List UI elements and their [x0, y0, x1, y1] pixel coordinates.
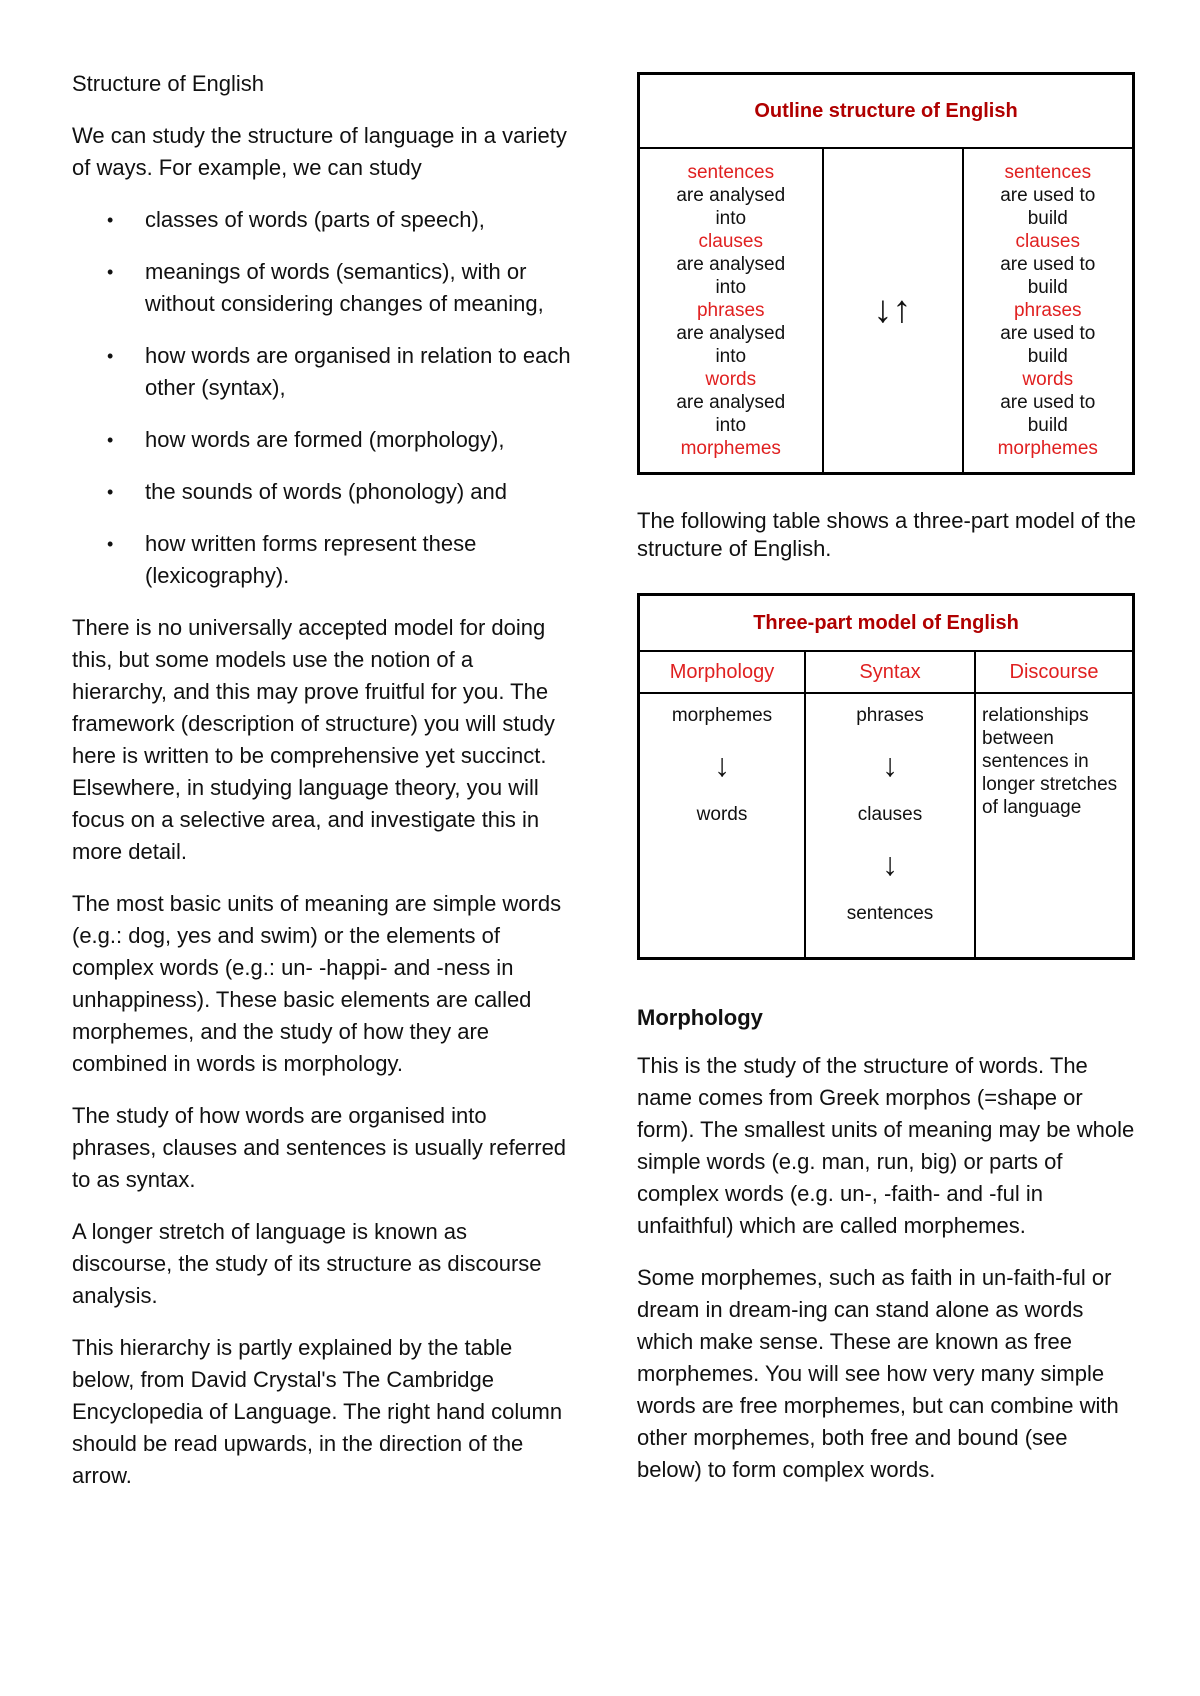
term-label: sentences: [687, 162, 775, 183]
term-label: morphemes: [997, 438, 1098, 459]
bullet-icon: •: [107, 534, 114, 554]
term-label: sentences: [1004, 162, 1092, 183]
morphology-definition-paragraph: This is the study of the structure of words. The name comes from Greek morphos (=shape or form). The smallest units of meaning may be whole simple words (e.g. man, run, big) or parts of complex words (e.g. un-, -faith- and -ful in unfaithful) which are called morphemes.: [637, 1053, 1135, 1238]
header-syntax: Syntax: [805, 651, 975, 693]
crystal-paragraph: This hierarchy is partly explained by the table below, from David Crystal's The Cambridge Encyclopedia of Language. The right hand column should be read upwards, in the direction of the arrow.: [72, 1335, 563, 1488]
syntax-cell: phrases ↓ clauses ↓ sentences: [805, 693, 975, 959]
term-label: words: [1022, 369, 1074, 390]
hierarchy-paragraph: There is no universally accepted model for doing this, but some models use the notion of a hierarchy, and this may prove fruitful for you. The framework (description of structure) you will study here is written to be comprehensive yet succinct. Elsewhere, in studying language theory, you will focus on a selective area, and investigate this in more detail.: [72, 615, 555, 864]
list-item: • meanings of words (semantics), with or without considering changes of meaning,: [72, 256, 572, 320]
morphology-section: [637, 1002, 1137, 1486]
left-column: [72, 68, 572, 1512]
table-title: Outline structure of English: [639, 74, 1134, 149]
table-title: Three-part model of English: [639, 595, 1134, 652]
discourse-cell: relationships between sentences in longer stretches of language: [975, 693, 1134, 959]
morphemes-paragraph: The most basic units of meaning are simple words (e.g.: dog, yes and swim) or the elements of complex words (e.g.: un- -happi- and -ness in unhappiness). These basic elements are called morphemes, and the study of how they are combined in words is morphology.: [72, 891, 562, 1076]
term-label: words: [705, 369, 757, 390]
analysis-column: sentences are analysed into clauses are analysed into phrases are analysed into words are analysed into morphemes: [639, 148, 823, 474]
term-label: phrases: [696, 300, 765, 321]
bullet-icon: •: [107, 262, 114, 282]
down-arrow-icon: ↓: [714, 747, 730, 783]
bullet-icon: •: [107, 210, 114, 230]
morphology-cell: morphemes ↓ words: [639, 693, 806, 959]
section-heading: Morphology: [637, 1005, 763, 1030]
up-down-arrow-icon: ↓↑: [823, 148, 963, 474]
study-areas-list: [72, 204, 572, 592]
three-part-model-table: [637, 593, 1135, 960]
term-label: phrases: [1013, 300, 1082, 321]
down-arrow-icon: ↓: [882, 846, 898, 882]
list-item: • how written forms represent these (lexicography).: [72, 528, 572, 592]
header-discourse: Discourse: [975, 651, 1134, 693]
bullet-icon: •: [107, 346, 114, 366]
list-item: • how words are formed (morphology),: [72, 424, 572, 456]
term-label: clauses: [698, 231, 763, 252]
bullet-icon: •: [107, 482, 114, 502]
bullet-icon: •: [107, 430, 114, 450]
list-item: • how words are organised in relation to each other (syntax),: [72, 340, 572, 404]
three-part-caption: The following table shows a three-part model of the structure of English.: [637, 508, 1136, 561]
right-column: [637, 72, 1137, 1506]
discourse-paragraph: A longer stretch of language is known as discourse, the study of its structure as discourse analysis.: [72, 1219, 542, 1308]
down-arrow-icon: ↓: [882, 747, 898, 783]
list-item: • classes of words (parts of speech),: [72, 204, 572, 236]
header-morphology: Morphology: [639, 651, 806, 693]
syntax-paragraph: The study of how words are organised into phrases, clauses and sentences is usually referred to as syntax.: [72, 1103, 567, 1192]
term-label: clauses: [1015, 231, 1080, 252]
list-item: • the sounds of words (phonology) and: [72, 476, 572, 508]
intro-paragraph: We can study the structure of language in a variety of ways. For example, we can study: [72, 123, 567, 180]
synthesis-column: sentences are used to build clauses are used to build phrases are used to build words are used to build morphemes: [963, 148, 1134, 474]
term-label: morphemes: [680, 438, 781, 459]
outline-structure-table: [637, 72, 1135, 475]
document-title: Structure of English: [72, 71, 264, 96]
free-morphemes-paragraph: Some morphemes, such as faith in un-faith-ful or dream in dream-ing can stand alone as words which make sense. These are known as free morphemes. You will see how very many simple words are free morphemes, but can combine with other morphemes, both free and bound (see below) to form complex words.: [637, 1265, 1119, 1482]
